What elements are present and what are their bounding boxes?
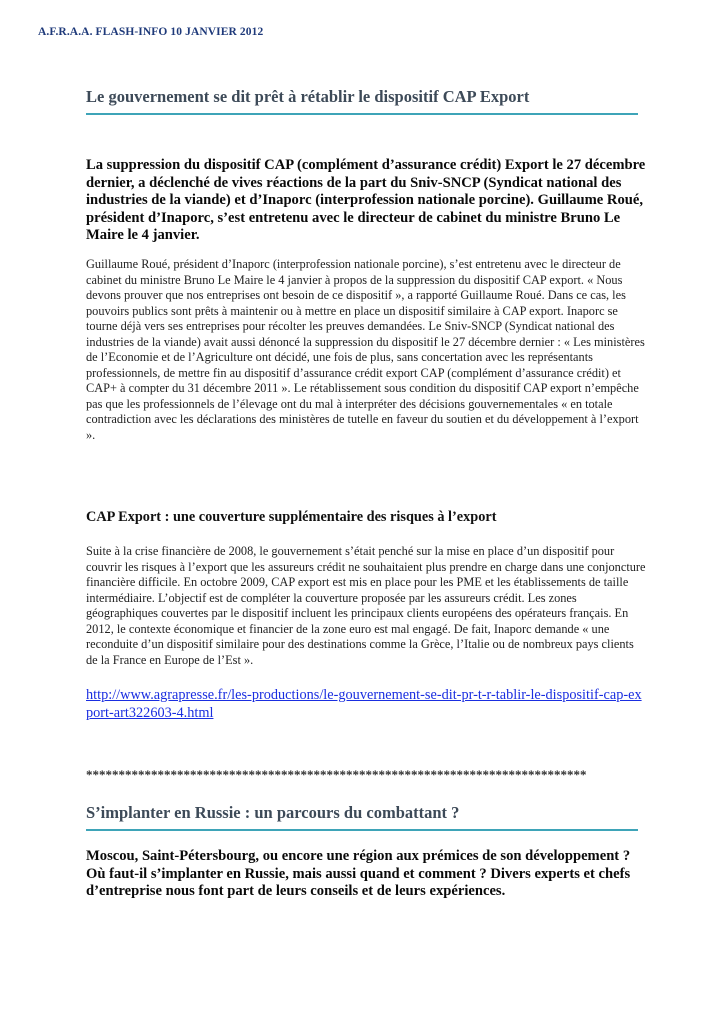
article-title-russia: S’implanter en Russie : un parcours du combattant ? — [86, 803, 638, 831]
article-title: Le gouvernement se dit prêt à rétablir le dispositif CAP Export — [86, 87, 638, 115]
asterisk-separator: ***************************************************************************** — [86, 767, 587, 782]
source-link[interactable]: http://www.agrapresse.fr/les-productions/le-gouvernement-se-dit-pr-t-r-tablir-le-dispositif-cap-export-art322603-4.html — [86, 687, 642, 721]
article-lead-russia: Moscou, Saint-Pétersbourg, ou encore une région aux prémices de son développement ? Où faut-il s’implanter en Russie, mais aussi quand et comment ? Divers experts et chefs d’entreprise nous font part de leurs conseils et de leurs expériences. — [86, 848, 631, 900]
article-subtitle: CAP Export : une couverture supplémentaire des risques à l’export — [86, 509, 497, 525]
article-lead: La suppression du dispositif CAP (complément d’assurance crédit) Export le 27 décembre dernier, a déclenché de vives réactions de la part du Sniv-SNCP (Syndicat national des industries de la viande) et d’Inaporc (interprofession nationale porcine). Guillaume Roué, président d’Inaporc, s’est entretenu avec le directeur de cabinet du ministre Bruno Le Maire le 4 janvier. — [86, 157, 646, 244]
article-body: Guillaume Roué, président d’Inaporc (interprofession nationale porcine), s’est entretenu avec le directeur de cabinet du ministre Bruno Le Maire le 4 janvier à propos de la suppression du dispositif CAP export. « Nous devons prouver que nos entreprises ont besoin de ce dispositif », a rapporté Guillaume Roué. Dans ce cas, les pouvoirs publics sont prêts à maintenir ou à mettre en place un dispositif similaire à CAP export. Inaporc se tourne déjà vers ses entreprises pour récolter les preuves demandées. Le Sniv-SNCP (Syndicat national des industries de la viande) avait aussi dénoncé la suppression du dispositif le 27 décembre dernier : « Les ministères de l’Economie et de l’Agriculture ont décidé, une fois de plus, sans concertation avec les représentants professionnels, de mettre fin au dispositif d’assurance crédit export CAP (complément d’assurance crédit) et CAP+ à compter du 31 décembre 2011 ». Le rétablissement sous condition du dispositif CAP export n’empêche pas que les professionnels de l’élevage ont du mal à interpréter des décisions gouvernementales « en totale contradiction avec les déclarations des ministères de tutelle en faveur du soutien et du développement à l’export ». — [86, 257, 645, 442]
newsletter-header: A.F.R.A.A. FLASH-INFO 10 JANVIER 2012 — [38, 26, 264, 38]
article-body-secondary: Suite à la crise financière de 2008, le gouvernement s’était penché sur la mise en place d’un dispositif pour couvrir les risques à l’export que les assureurs crédit ne souhaitaient plus prendre en charge dans une conjoncture financière difficile. En octobre 2009, CAP export est mis en place pour les PME et les établissements de taille intermédiaire. L’objectif est de compléter la couverture proposée par les assureurs crédit. Les zones géographiques couvertes par le dispositif incluent les principaux clients européens des opérateurs français. En 2012, le contexte économique et financier de la zone euro est mal engagé. De fait, Inaporc demande « une reconduite d’un dispositif similaire pour des destinations comme la Grèce, l’Italie ou de nombreux pays clients de la France en Europe de l’Est ». — [86, 544, 646, 667]
